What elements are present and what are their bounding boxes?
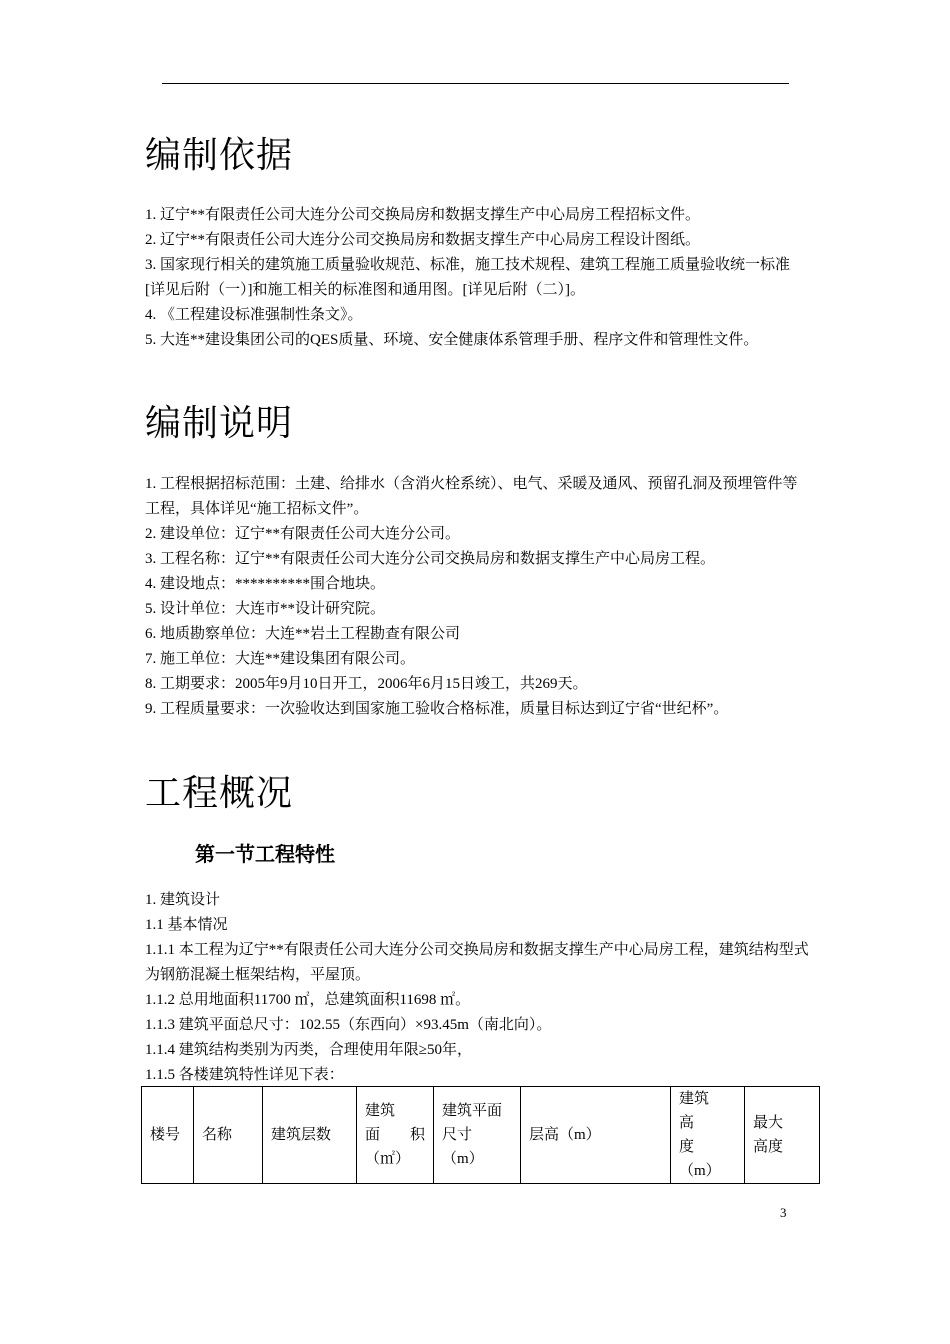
- building-spec-table: [141, 1086, 820, 1184]
- explanation-item-9: 9. 工程质量要求：一次验收达到国家施工验收合格标准，质量目标达到辽宁省“世纪杯”。: [145, 701, 729, 717]
- header-rule: [162, 83, 789, 84]
- header-cell-building-height: 建筑 高 度 （m）: [671, 1087, 745, 1184]
- header-cell-floor-height: 层高（m）: [521, 1087, 671, 1184]
- explanation-item-7: 7. 施工单位：大连**建设集团有限公司。: [145, 651, 416, 667]
- explanation-item-8: 8. 工期要求：2005年9月10日开工，2006年6月15日竣工，共269天。: [145, 676, 588, 692]
- explanation-item-2: 2. 建设单位：辽宁**有限责任公司大连分公司。: [145, 526, 461, 542]
- explanation-item-1: 1. 工程根据招标范围：土建、给排水（含消火栓系统）、电气、采暖及通风、预留孔洞及预埋管件等工程，具体详见“施工招标文件”。: [145, 476, 798, 517]
- explanation-item-4: 4. 建设地点：**********围合地块。: [145, 576, 386, 592]
- header-cell-max-height: 最大 高度: [745, 1087, 820, 1184]
- explanation-item-3: 3. 工程名称：辽宁**有限责任公司大连分公司交换局房和数据支撑生产中心局房工程。: [145, 551, 716, 567]
- table-header-row: [142, 1087, 820, 1184]
- section-title-overview: 工程概况: [145, 773, 294, 814]
- explanation-item-5: 5. 设计单位：大连市**设计研究院。: [145, 601, 386, 617]
- overview-item-5: 1.1.3 建筑平面总尺寸：102.55（东西向）×93.45m（南北向）。: [145, 1017, 552, 1033]
- subsection-title: 第一节工程特性: [195, 842, 335, 866]
- basis-item-1: 1. 辽宁**有限责任公司大连分公司交换局房和数据支撑生产中心局房工程招标文件。: [145, 207, 701, 223]
- header-cell-plan-size: 建筑平面 尺寸 （m）: [434, 1087, 521, 1184]
- overview-item-4: 1.1.2 总用地面积11700 ㎡，总建筑面积11698 ㎡。: [145, 992, 471, 1008]
- overview-item-6: 1.1.4 建筑结构类别为丙类，合理使用年限≥50年，: [145, 1042, 472, 1058]
- basis-item-2: 2. 辽宁**有限责任公司大连分公司交换局房和数据支撑生产中心局房工程设计图纸。: [145, 232, 701, 248]
- basis-item-5: 5. 大连**建设集团公司的QES质量、环境、安全健康体系管理手册、程序文件和管理性文件。: [145, 332, 759, 348]
- section-title-basis: 编制依据: [145, 135, 294, 176]
- basis-item-3: 3. 国家现行相关的建筑施工质量验收规范、标准，施工技术规程、建筑工程施工质量验收统一标准 [详见后附（一）]和施工相关的标准图和通用图。[详见后附（二）]。: [145, 257, 791, 298]
- overview-item-2: 1.1 基本情况: [145, 917, 228, 933]
- overview-item-7: 1.1.5 各楼建筑特性详见下表：: [145, 1067, 344, 1083]
- basis-item-4: 4. 《工程建设标准强制性条文》。: [145, 307, 363, 323]
- explanation-item-6: 6. 地质勘察单位：大连**岩土工程勘查有限公司: [145, 626, 461, 642]
- header-cell-floors: 建筑层数: [263, 1087, 357, 1184]
- section-title-explanation: 编制说明: [145, 403, 294, 444]
- overview-item-3: 1.1.1 本工程为辽宁**有限责任公司大连分公司交换局房和数据支撑生产中心局房工程，建筑结构型式为钢筋混凝土框架结构，平屋顶。: [145, 942, 809, 983]
- header-cell-name: 名称: [194, 1087, 263, 1184]
- header-cell-building-no: 楼号: [142, 1087, 194, 1184]
- overview-item-1: 1. 建筑设计: [145, 892, 221, 908]
- page-number: 3: [780, 1205, 787, 1220]
- header-cell-area: 建筑 面 积 （㎡）: [357, 1087, 434, 1184]
